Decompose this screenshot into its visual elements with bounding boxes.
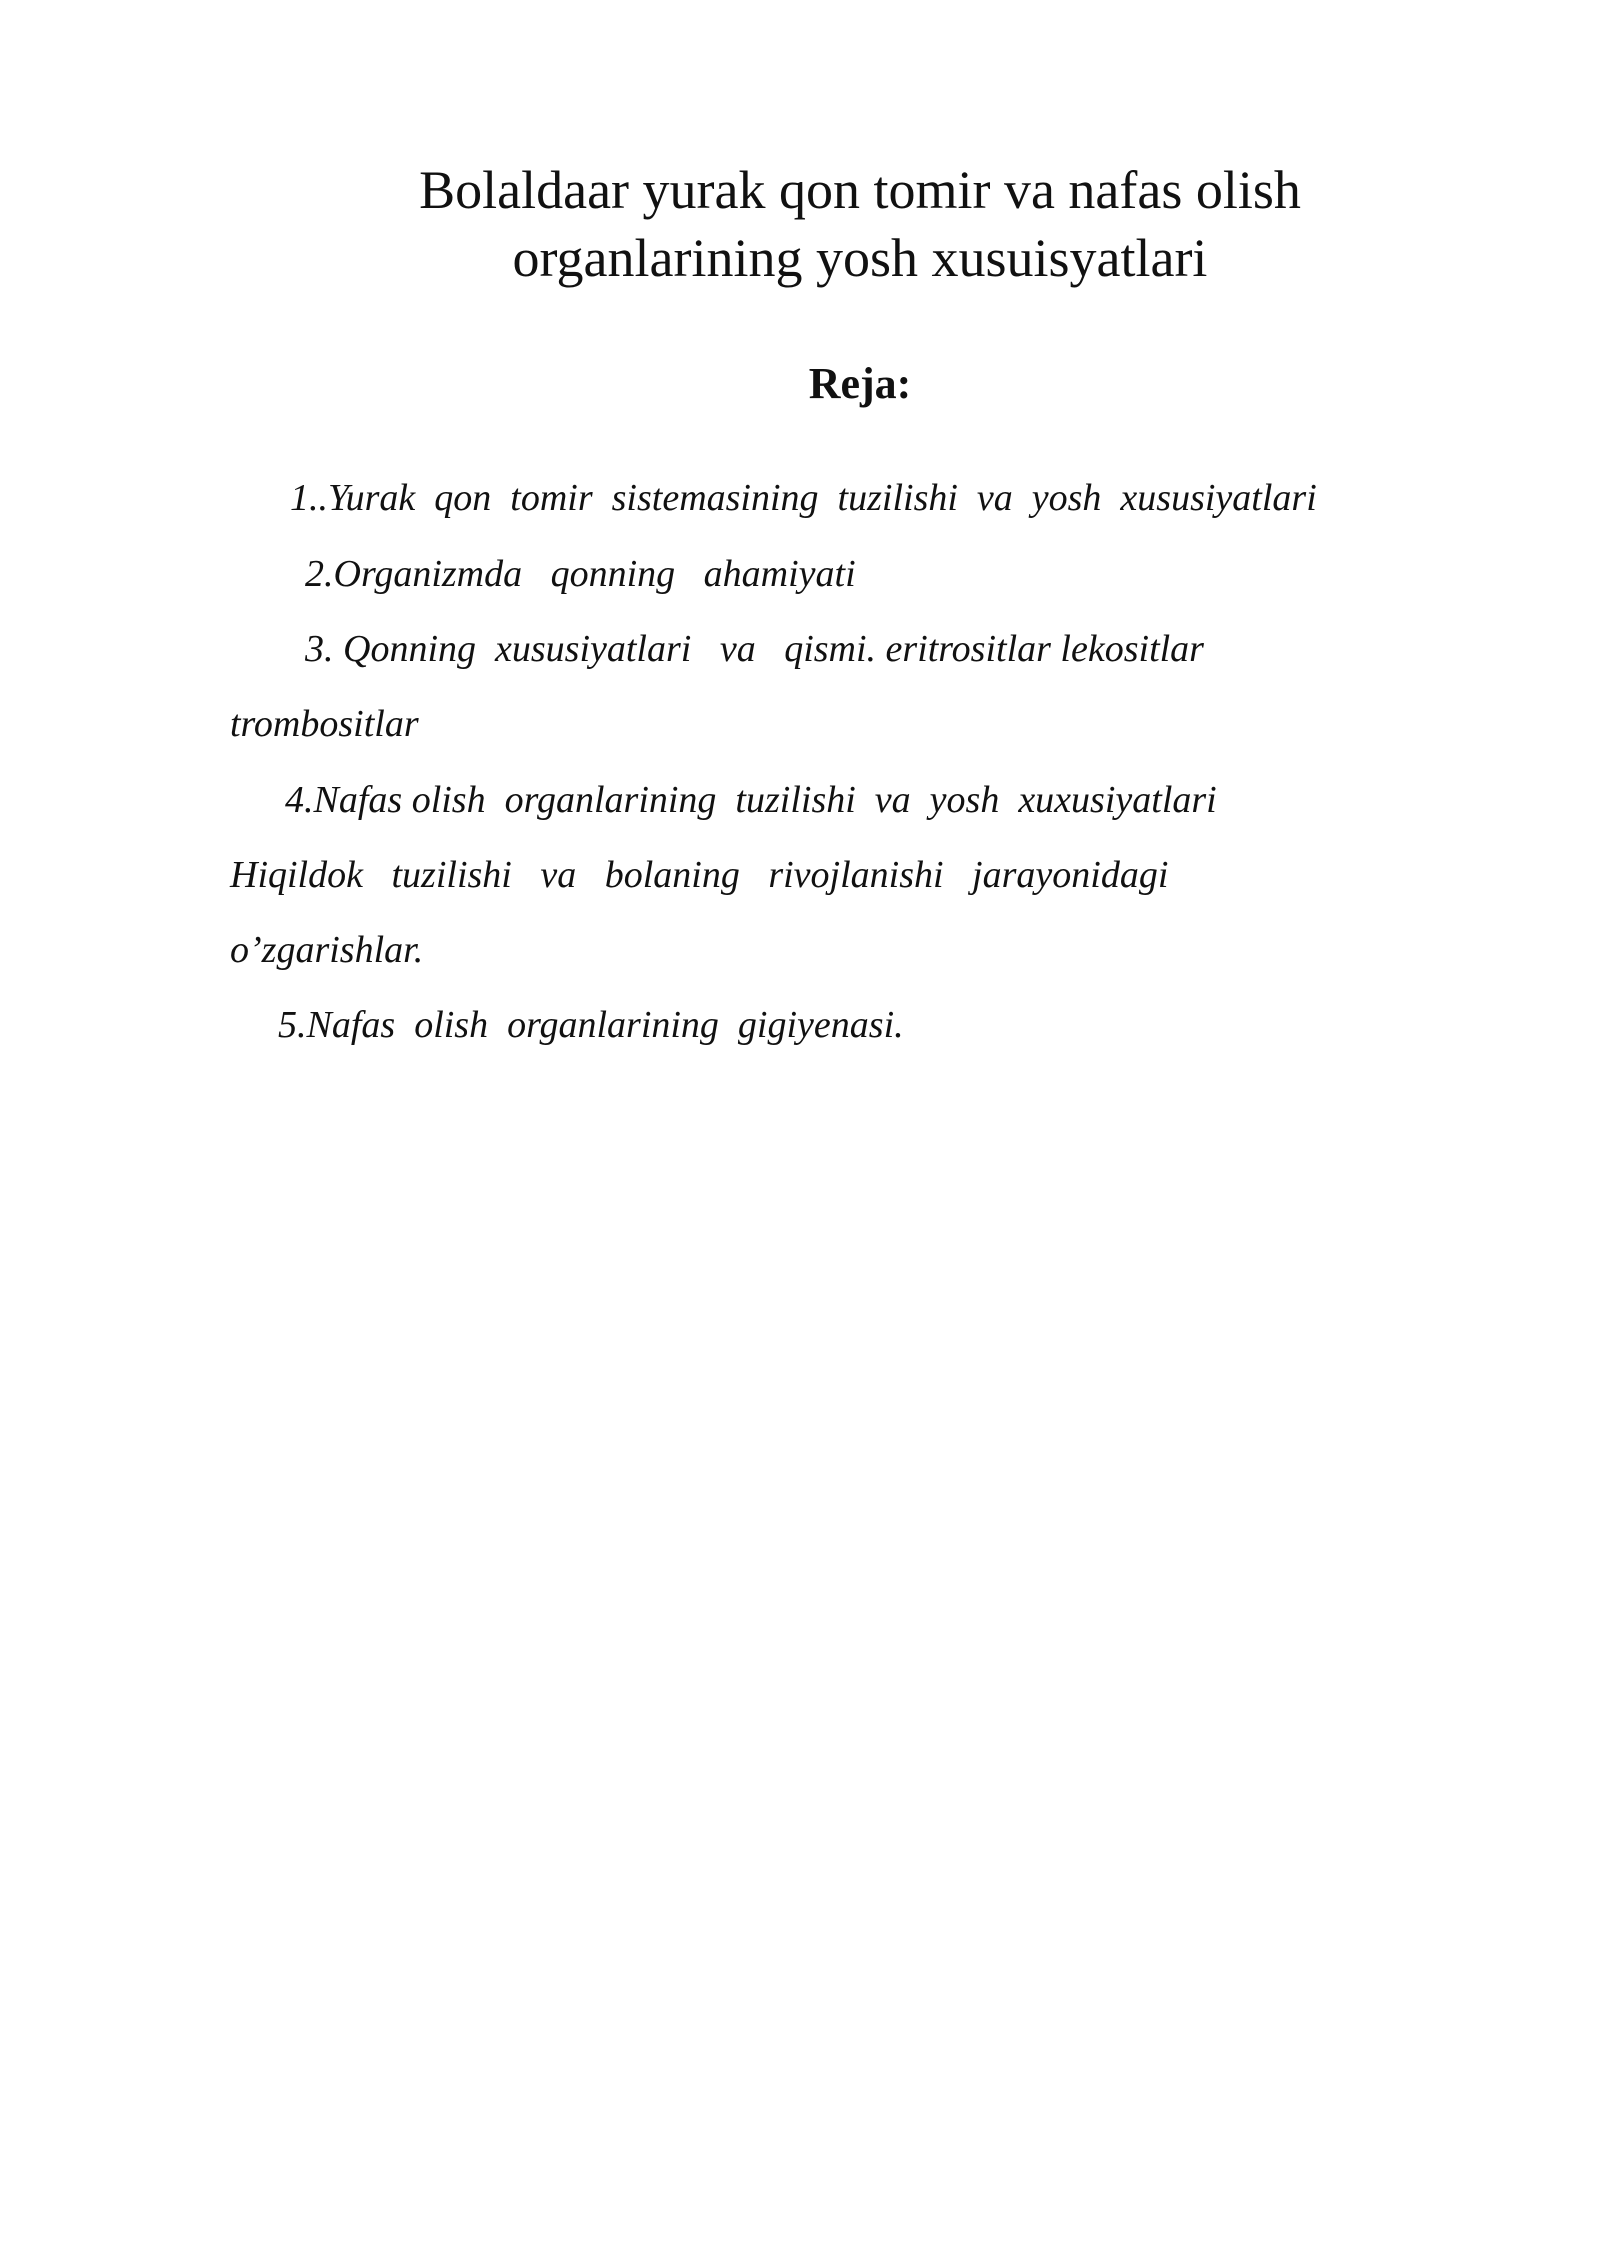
plan-item-5: 5.Nafas olish organlarining gigiyenasi.: [278, 1004, 904, 1046]
plan-item-4-continued: Hiqildok tuzilishi va bolaning rivojlanishi jarayonidagi: [230, 854, 1169, 896]
plan-item-4: 4.Nafas olish organlarining tuzilishi va yosh xuxusiyatlari: [285, 779, 1217, 821]
plan-item-3: 3. Qonning xususiyatlari va qismi. eritrositlar lekositlar: [305, 628, 1204, 670]
plan-item-1: 1..Yurak qon tomir sistemasining tuzilishi va yosh xususiyatlari: [290, 477, 1317, 519]
document-title-line-1: Bolaldaar yurak qon tomir va nafas olish: [419, 160, 1301, 220]
plan-heading-text: Reja: [808, 359, 897, 408]
plan-item-4-continued-end: o’zgarishlar.: [230, 929, 424, 971]
plan-item-3-continued: trombositlar: [230, 703, 419, 745]
plan-heading-colon: :: [896, 359, 912, 408]
document-title-line-2: organlarining yosh xusuisyatlari: [512, 228, 1208, 288]
plan-heading: [700, 358, 1020, 410]
plan-item-2: 2.Organizmda qonning ahamiyati: [305, 553, 856, 595]
